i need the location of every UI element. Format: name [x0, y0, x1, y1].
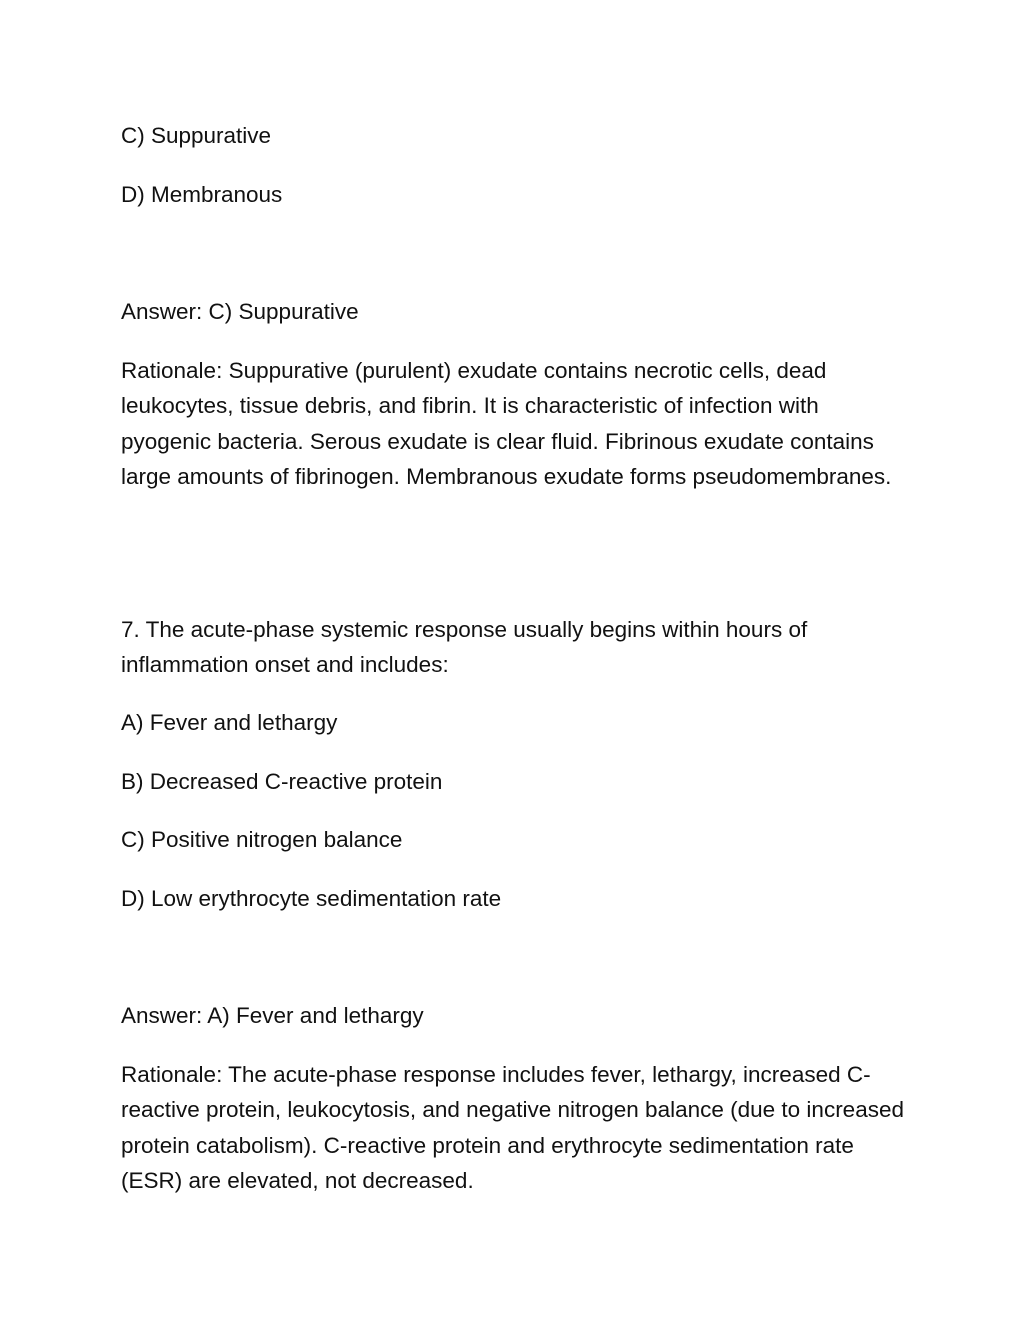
q6-answer: Answer: C) Suppurative — [121, 299, 359, 324]
q7-rationale: Rationale: The acute-phase response includes fever, lethargy, increased C-reactive protein, leukocytosis, and negative nitrogen balance (due to increased protein catabolism). C-reactive protein and erythrocyte sedimentation rate (ESR) are elevated, not decreased. — [121, 1062, 904, 1193]
q7-option-a: A) Fever and lethargy — [121, 710, 338, 735]
q7-question: 7. The acute-phase systemic response usually begins within hours of inflammation onset and includes: — [121, 617, 808, 678]
q6-option-c: C) Suppurative — [121, 123, 272, 148]
q7-option-d: D) Low erythrocyte sedimentation rate — [121, 886, 502, 911]
q6-rationale: Rationale: Suppurative (purulent) exudate contains necrotic cells, dead leukocytes, tissue debris, and fibrin. It is characteristic of infection with pyogenic bacteria. Serous exudate is clear fluid. Fibrinous exudate contains large amounts of fibrinogen. Membranous exudate forms pseudomembranes. — [121, 358, 892, 489]
q7-option-c: C) Positive nitrogen balance — [121, 827, 403, 852]
q7-answer: Answer: A) Fever and lethargy — [121, 1003, 424, 1028]
q7-option-b: B) Decreased C-reactive protein — [121, 769, 443, 794]
q6-option-d: D) Membranous — [121, 182, 283, 207]
